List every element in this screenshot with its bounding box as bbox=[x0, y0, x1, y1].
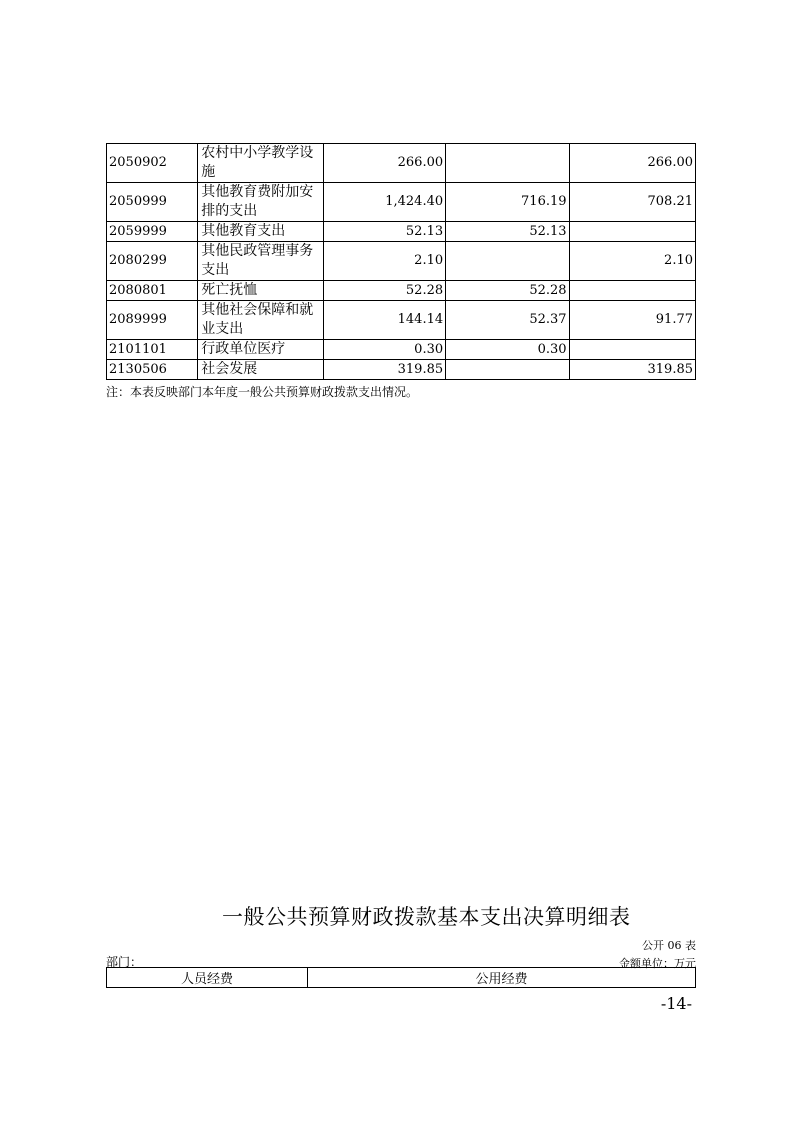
basic-expenditure-header bbox=[106, 967, 696, 988]
row-project bbox=[569, 222, 695, 242]
section-title: 一般公共预算财政拨款基本支出决算明细表 bbox=[222, 905, 631, 929]
row-name: 行政单位医疗 bbox=[198, 340, 323, 360]
row-total: 0.30 bbox=[323, 340, 445, 360]
row-name: 其他教育费附加安排的支出 bbox=[198, 183, 323, 222]
amount-unit-label: 金额单位：万元 bbox=[619, 957, 696, 970]
row-code: 2059999 bbox=[107, 222, 198, 242]
row-basic: 52.37 bbox=[446, 301, 569, 340]
row-project: 708.21 bbox=[569, 183, 695, 222]
row-basic: 52.28 bbox=[446, 281, 569, 301]
row-basic bbox=[446, 360, 569, 380]
table-row bbox=[107, 360, 696, 380]
expenditure-table bbox=[106, 143, 696, 380]
department-label: 部门： bbox=[106, 955, 143, 969]
row-total: 52.28 bbox=[323, 281, 445, 301]
row-name: 农村中小学教学设施 bbox=[198, 144, 323, 183]
row-project: 319.85 bbox=[569, 360, 695, 380]
row-basic: 0.30 bbox=[446, 340, 569, 360]
table-note: 注：本表反映部门本年度一般公共预算财政拨款支出情况。 bbox=[106, 385, 419, 399]
row-code: 2130506 bbox=[107, 360, 198, 380]
row-project bbox=[569, 340, 695, 360]
row-project bbox=[569, 281, 695, 301]
table-row bbox=[107, 340, 696, 360]
row-total: 2.10 bbox=[323, 242, 445, 281]
table-row bbox=[107, 242, 696, 281]
row-total: 319.85 bbox=[323, 360, 445, 380]
header-personnel-cost: 人员经费 bbox=[107, 968, 308, 988]
form-number: 公开 06 表 bbox=[642, 939, 696, 952]
row-basic: 52.13 bbox=[446, 222, 569, 242]
row-name: 死亡抚恤 bbox=[198, 281, 323, 301]
row-code: 2089999 bbox=[107, 301, 198, 340]
table-row bbox=[107, 301, 696, 340]
row-basic: 716.19 bbox=[446, 183, 569, 222]
row-name: 其他民政管理事务支出 bbox=[198, 242, 323, 281]
row-total: 144.14 bbox=[323, 301, 445, 340]
row-project: 91.77 bbox=[569, 301, 695, 340]
row-name: 其他教育支出 bbox=[198, 222, 323, 242]
row-code: 2050999 bbox=[107, 183, 198, 222]
row-total: 266.00 bbox=[323, 144, 445, 183]
row-name: 其他社会保障和就业支出 bbox=[198, 301, 323, 340]
row-project: 2.10 bbox=[569, 242, 695, 281]
row-code: 2080299 bbox=[107, 242, 198, 281]
row-basic bbox=[446, 242, 569, 281]
row-total: 1,424.40 bbox=[323, 183, 445, 222]
table-row bbox=[107, 144, 696, 183]
table-row bbox=[107, 222, 696, 242]
page-number: -14- bbox=[660, 994, 692, 1013]
row-basic bbox=[446, 144, 569, 183]
row-code: 2101101 bbox=[107, 340, 198, 360]
row-name: 社会发展 bbox=[198, 360, 323, 380]
row-project: 266.00 bbox=[569, 144, 695, 183]
row-code: 2080801 bbox=[107, 281, 198, 301]
header-public-cost: 公用经费 bbox=[308, 968, 696, 988]
row-total: 52.13 bbox=[323, 222, 445, 242]
row-code: 2050902 bbox=[107, 144, 198, 183]
table-row bbox=[107, 183, 696, 222]
table-row bbox=[107, 281, 696, 301]
